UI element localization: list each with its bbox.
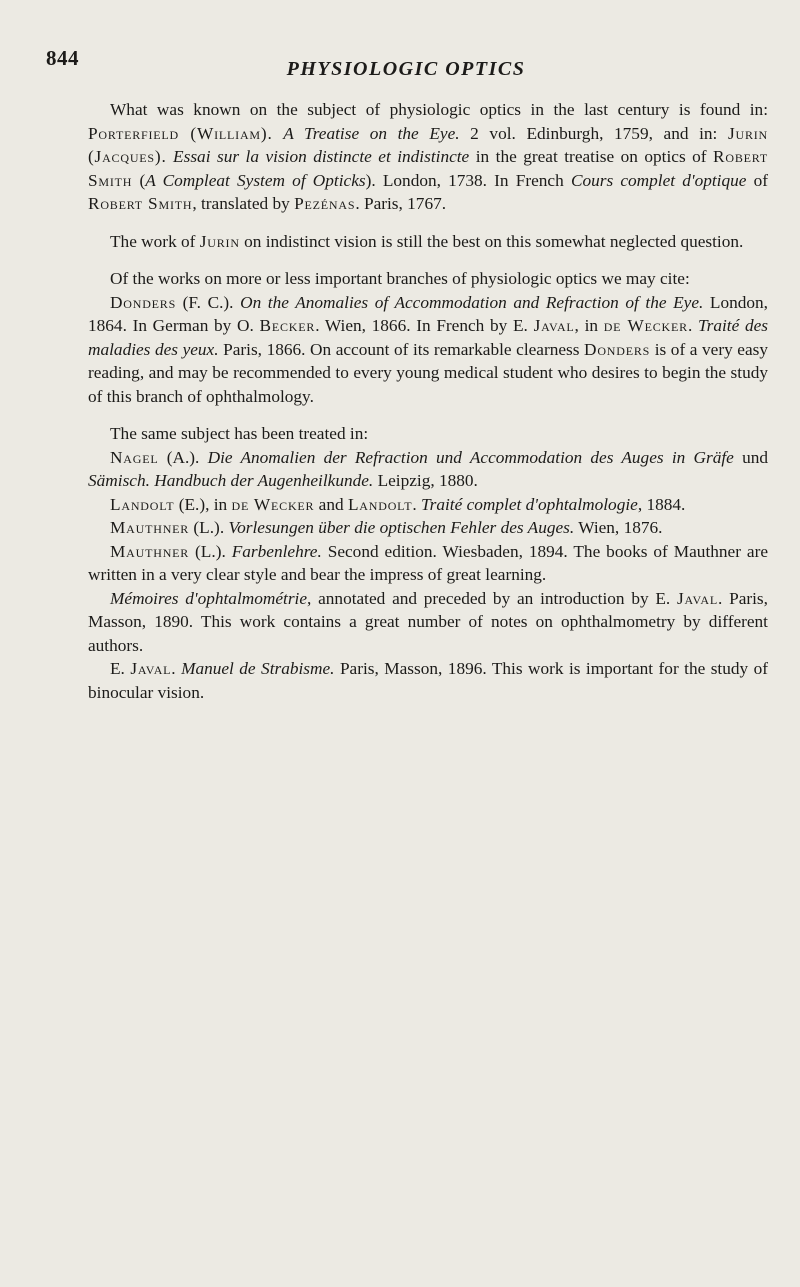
paragraph-jurin: The work of Jurin on indistinct vision is still the best on this somewhat neglected question. bbox=[110, 231, 744, 251]
book-title: Traité des maladies des yeux. bbox=[88, 316, 769, 359]
entry-memoires: Mémoires d'ophtalmométrie, annotated and preceded by an introduction by E. Javal. Paris, Masson, 1890. This work contains a great number of notes on ophthalmometry by different authors. bbox=[88, 588, 768, 655]
running-title: PHYSIOLOGIC OPTICS bbox=[286, 58, 526, 80]
author-name: de Wecker bbox=[231, 494, 315, 514]
author-name: Landolt bbox=[347, 494, 413, 514]
book-title: Cours complet d'optique bbox=[570, 170, 747, 190]
book-title: Mémoires d'ophtalmométrie bbox=[110, 588, 308, 608]
book-title: Sämisch. Handbuch der Augenheilkunde. bbox=[88, 471, 374, 490]
author-name: Landolt bbox=[110, 494, 175, 514]
entry-landolt: Landolt (E.), in de Wecker and Landolt. Traité complet d'ophtalmologie, 1884. bbox=[110, 494, 686, 514]
book-title: Traité complet d'ophtalmologie bbox=[420, 494, 638, 514]
author-name: Robert Smith bbox=[88, 194, 193, 213]
entry-mauthner-farbenlehre: Mauthner (L.). Farbenlehre. Second edition. Wiesbaden, 1894. The books of Mauthner are written in a very clear style and bear the impress of great learning. bbox=[88, 541, 768, 584]
author-name: Jurin (Jacques). bbox=[88, 123, 769, 166]
author-name: Donders bbox=[110, 292, 177, 312]
book-title: Essai sur la vision distincte et indistincte bbox=[173, 147, 470, 166]
page-number: 844 bbox=[46, 46, 79, 70]
author-name: Porterfield (William). bbox=[88, 123, 273, 143]
author-name: Mauthner bbox=[110, 541, 190, 561]
book-title: Die Anomalien der Refraction und Accommodation des Auges in Gräfe bbox=[207, 447, 734, 467]
entry-javal-strabisme: E. Javal. Manuel de Strabisme. Paris, Masson, 1896. This work is important for the study of binocular vision. bbox=[88, 659, 768, 702]
author-name: Robert Smith bbox=[88, 147, 768, 190]
body-text bbox=[88, 98, 768, 704]
author-name: Becker bbox=[259, 316, 316, 335]
author-name: Javal bbox=[130, 659, 172, 678]
author-name: de Wecker bbox=[603, 316, 688, 335]
paragraph-historical-works: What was known on the subject of physiologic optics in the last century is found in: Porterfield (William). A Treatise on the Eye. 2 vol. Edinburgh, 1759, and in: Jurin (Jacques). Essai sur la vision distincte et indistincte in the great treatise on optics of Robert Smith (A Compleat System of Opticks). London, 1738. In French Cours complet d'optique of Robert Smith, translated by Pezénas. Paris, 1767. bbox=[88, 100, 769, 213]
entry-nagel: Nagel (A.). Die Anomalien der Refraction und Accommodation des Auges in Gräfe und Sämisch. Handbuch der Augenheilkunde. Leipzig, 1880. bbox=[88, 447, 768, 490]
author-name: Mauthner bbox=[110, 518, 190, 537]
entry-mauthner-vorlesungen: Mauthner (L.). Vorlesungen über die optischen Fehler des Auges. Wien, 1876. bbox=[110, 518, 663, 537]
entry-donders: Donders (F. C.). On the Anomalies of Accommodation and Refraction of the Eye. London, 1864. In German by O. Becker. Wien, 1866. In French by E. Javal, in de Wecker. Traité des maladies des yeux. Paris, 1866. On account of its remarkable clearness Donders is of a very easy reading, and may be recommended to every young medical student who desires to begin the study of this branch of ophthalmology. bbox=[88, 292, 769, 406]
book-title: A Compleat System of Opticks bbox=[145, 170, 366, 190]
author-name: Javal bbox=[677, 588, 718, 608]
book-title: Manuel de Strabisme. bbox=[181, 659, 335, 678]
author-name: Nagel bbox=[110, 447, 159, 467]
author-name: Pezénas bbox=[294, 194, 356, 213]
author-name: Jurin bbox=[199, 231, 240, 251]
book-title: Farbenlehre. bbox=[231, 541, 322, 561]
paragraph-intro-list: Of the works on more or less important branches of physiologic optics we may cite: bbox=[110, 269, 690, 288]
book-title: Vorlesungen über die optischen Fehler des Auges. bbox=[228, 518, 575, 537]
book-title: On the Anomalies of Accommodation and Refraction of the Eye. bbox=[240, 292, 704, 312]
author-name: Donders bbox=[584, 339, 651, 359]
page-header bbox=[46, 46, 766, 82]
paragraph-same-subject: The same subject has been treated in: bbox=[110, 424, 369, 443]
book-title: A Treatise on the Eye. bbox=[283, 123, 460, 143]
author-name: Javal bbox=[533, 316, 575, 335]
